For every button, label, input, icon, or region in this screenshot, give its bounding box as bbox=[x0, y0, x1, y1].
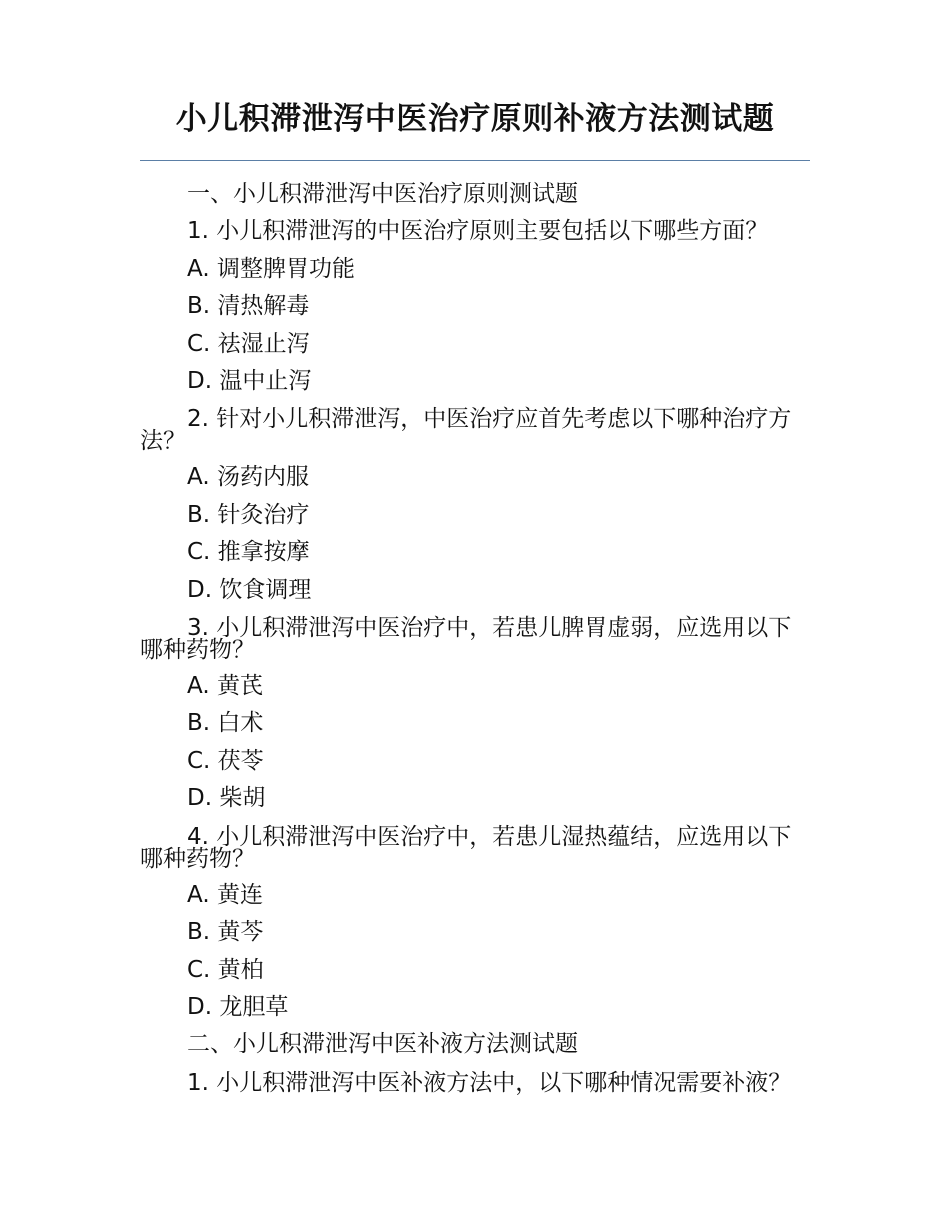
answer-option: A. 调整脾胃功能 bbox=[187, 255, 355, 282]
answer-option: C. 祛湿止泻 bbox=[187, 330, 310, 357]
question-text: 1. 小儿积滞泄泻中医补液方法中，以下哪种情况需要补液？ bbox=[187, 1069, 792, 1096]
answer-option: D. 龙胆草 bbox=[187, 993, 289, 1020]
answer-option: C. 推拿按摩 bbox=[187, 539, 310, 566]
answer-option: C. 黄柏 bbox=[187, 956, 264, 983]
answer-option: B. 黄芩 bbox=[187, 919, 264, 946]
question-text: 4. 小儿积滞泄泻中医治疗中，若患儿湿热蕴结，应选用以下哪种药物？ bbox=[140, 823, 792, 872]
section-heading: 一、小儿积滞泄泻中医治疗原则测试题 bbox=[187, 181, 578, 207]
answer-option: A. 黄连 bbox=[187, 881, 263, 908]
answer-option: A. 黄芪 bbox=[187, 673, 263, 700]
question-text: 2. 针对小儿积滞泄泻，中医治疗应首先考虑以下哪种治疗方法？ bbox=[140, 406, 792, 455]
title-divider bbox=[140, 160, 810, 161]
section-heading: 二、小儿积滞泄泻中医补液方法测试题 bbox=[187, 1031, 578, 1058]
answer-option: D. 柴胡 bbox=[187, 785, 266, 812]
answer-option: D. 饮食调理 bbox=[187, 576, 312, 603]
question-text: 1. 小儿积滞泄泻的中医治疗原则主要包括以下哪些方面？ bbox=[187, 218, 769, 245]
document-body bbox=[140, 176, 810, 1101]
answer-option: B. 针灸治疗 bbox=[187, 501, 310, 528]
answer-option: A. 汤药内服 bbox=[187, 464, 309, 491]
answer-option: B. 清热解毒 bbox=[187, 293, 310, 320]
question-text: 3. 小儿积滞泄泻中医治疗中，若患儿脾胃虚弱，应选用以下哪种药物？ bbox=[140, 615, 792, 664]
answer-option: C. 茯苓 bbox=[187, 747, 264, 774]
answer-option: D. 温中止泻 bbox=[187, 368, 312, 395]
document-title: 小儿积滞泄泻中医治疗原则补液方法测试题 bbox=[175, 101, 775, 137]
answer-option: B. 白术 bbox=[187, 710, 264, 737]
